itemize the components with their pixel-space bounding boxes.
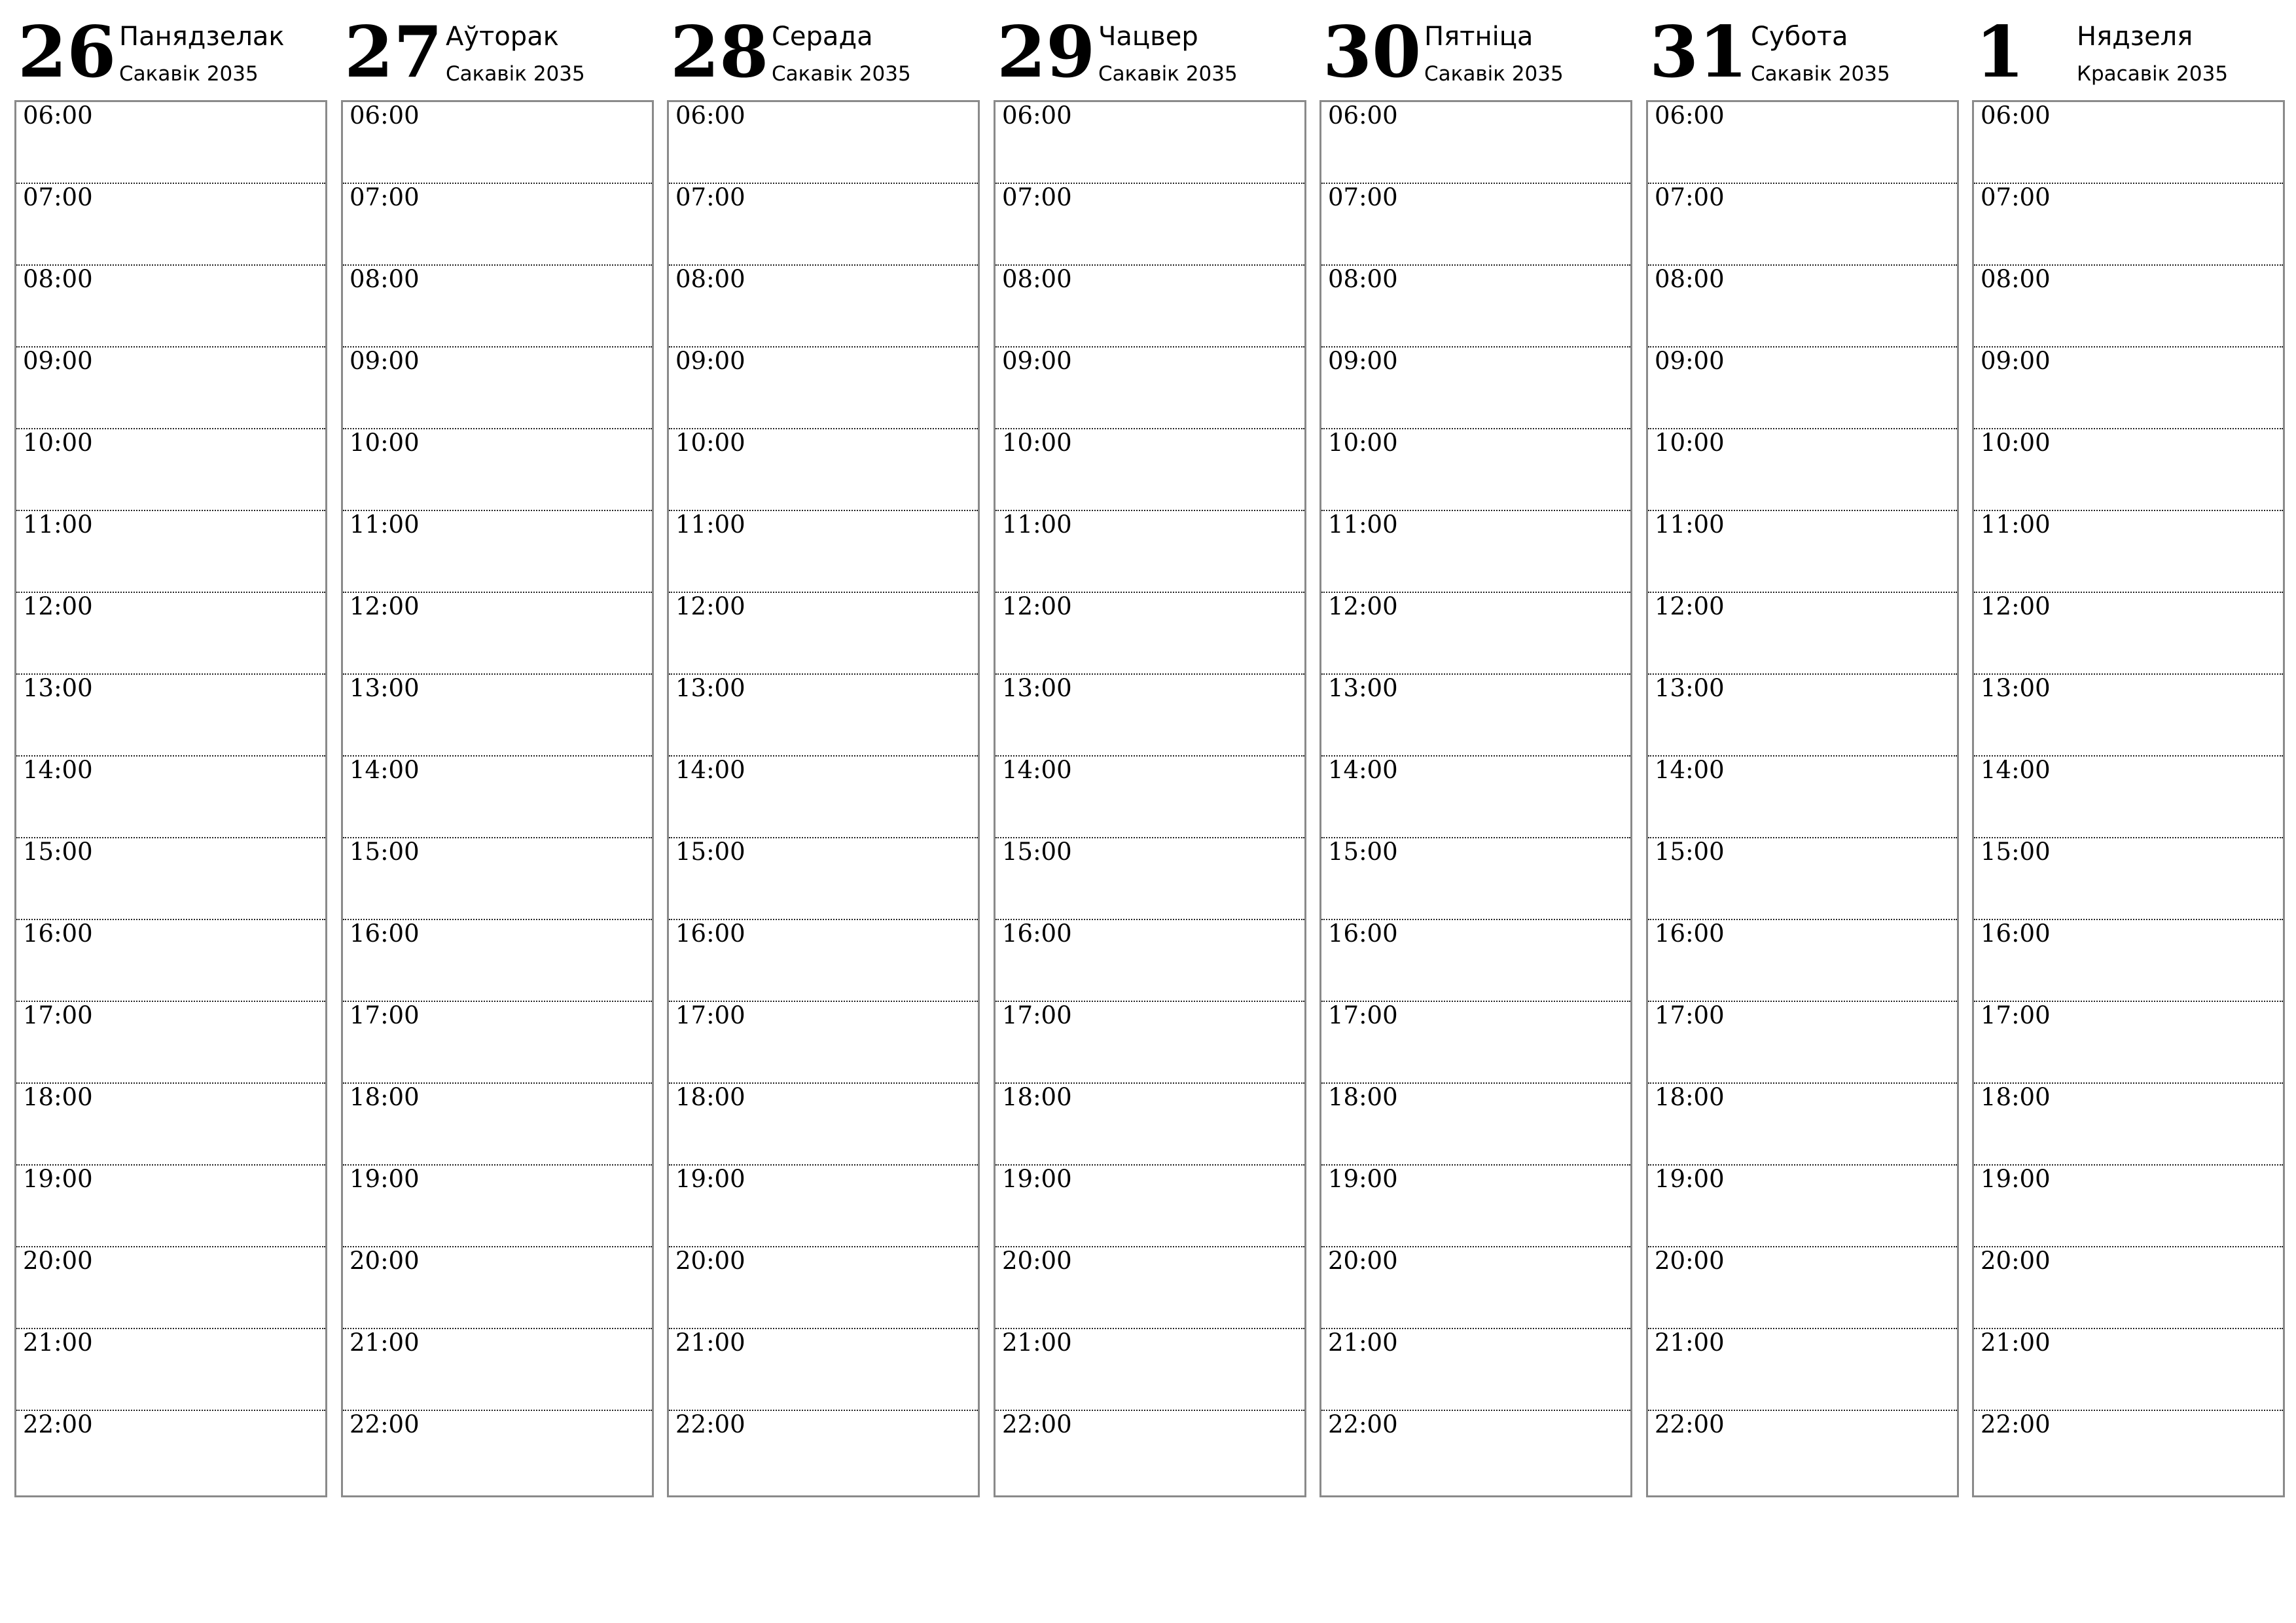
hour-slot[interactable]: [669, 184, 978, 266]
hour-label: 14:00: [1328, 756, 1398, 784]
hour-label: 07:00: [675, 183, 745, 211]
hour-label: 22:00: [1328, 1410, 1398, 1438]
hour-slot[interactable]: [669, 429, 978, 511]
hour-label: 14:00: [675, 756, 745, 784]
hour-slot[interactable]: [669, 593, 978, 675]
hour-label: 21:00: [1328, 1329, 1398, 1357]
hour-label: 19:00: [1981, 1165, 2051, 1193]
hour-slot[interactable]: [343, 184, 652, 266]
hour-grid: [1646, 100, 1959, 1497]
hour-label: 09:00: [1981, 347, 2051, 375]
hour-slot[interactable]: [1974, 1247, 2283, 1329]
day-header: [1319, 0, 1632, 98]
hour-slot[interactable]: [1321, 1002, 1630, 1084]
hour-slot[interactable]: [343, 511, 652, 593]
hour-slot[interactable]: [1648, 675, 1957, 757]
hour-slot[interactable]: [1321, 675, 1630, 757]
hour-slot[interactable]: [669, 1329, 978, 1411]
hour-slot[interactable]: [16, 266, 325, 348]
hour-slot[interactable]: [16, 1247, 325, 1329]
hour-label: 17:00: [1002, 1001, 1072, 1029]
hour-label: 17:00: [1981, 1001, 2051, 1029]
hour-label: 17:00: [1655, 1001, 1725, 1029]
hour-label: 18:00: [1981, 1083, 2051, 1111]
hour-label: 19:00: [23, 1165, 93, 1193]
hour-slot[interactable]: [996, 757, 1304, 838]
day-number: 29: [997, 11, 1096, 94]
month-year: Сакавік 2035: [772, 62, 911, 86]
hour-label: 11:00: [1328, 510, 1398, 539]
hour-slot[interactable]: [1321, 1411, 1630, 1493]
day-header: [667, 0, 980, 98]
hour-label: 11:00: [675, 510, 745, 539]
hour-label: 09:00: [23, 347, 93, 375]
hour-slot[interactable]: [669, 1411, 978, 1493]
hour-label: 09:00: [675, 347, 745, 375]
hour-slot[interactable]: [343, 1329, 652, 1411]
hour-label: 06:00: [23, 101, 93, 130]
weekday-name: Чацвер: [1098, 22, 1198, 52]
hour-slot[interactable]: [996, 920, 1304, 1002]
day-number: 31: [1649, 11, 1748, 94]
hour-slot[interactable]: [343, 1002, 652, 1084]
hour-slot[interactable]: [1648, 920, 1957, 1002]
hour-slot[interactable]: [996, 348, 1304, 429]
weekday-name: Аўторак: [446, 22, 559, 52]
hour-slot[interactable]: [1321, 838, 1630, 920]
hour-label: 12:00: [350, 592, 420, 620]
hour-slot[interactable]: [16, 429, 325, 511]
day-header: [994, 0, 1306, 98]
day-header: [1646, 0, 1959, 98]
hour-label: 19:00: [1655, 1165, 1725, 1193]
day-column: [667, 0, 980, 1499]
hour-slot[interactable]: [16, 348, 325, 429]
month-year: Красавік 2035: [2077, 62, 2229, 86]
hour-label: 20:00: [675, 1247, 745, 1275]
hour-label: 12:00: [1002, 592, 1072, 620]
hour-label: 10:00: [1655, 429, 1725, 457]
hour-grid: [341, 100, 654, 1497]
hour-label: 19:00: [1328, 1165, 1398, 1193]
hour-slot[interactable]: [1321, 348, 1630, 429]
hour-slot[interactable]: [16, 675, 325, 757]
hour-label: 11:00: [23, 510, 93, 539]
hour-label: 21:00: [350, 1329, 420, 1357]
hour-label: 22:00: [675, 1410, 745, 1438]
hour-slot[interactable]: [1974, 348, 2283, 429]
hour-label: 10:00: [1981, 429, 2051, 457]
hour-label: 07:00: [1981, 183, 2051, 211]
hour-label: 10:00: [23, 429, 93, 457]
hour-slot[interactable]: [1974, 1084, 2283, 1166]
hour-slot[interactable]: [996, 1329, 1304, 1411]
hour-slot[interactable]: [1321, 1084, 1630, 1166]
hour-slot[interactable]: [1321, 1247, 1630, 1329]
hour-slot[interactable]: [16, 1329, 325, 1411]
hour-label: 20:00: [1328, 1247, 1398, 1275]
hour-slot[interactable]: [669, 920, 978, 1002]
hour-slot[interactable]: [669, 348, 978, 429]
hour-slot[interactable]: [1648, 102, 1957, 184]
hour-label: 10:00: [1328, 429, 1398, 457]
hour-label: 06:00: [1002, 101, 1072, 130]
hour-label: 13:00: [1655, 674, 1725, 702]
hour-slot[interactable]: [343, 838, 652, 920]
hour-label: 19:00: [1002, 1165, 1072, 1193]
hour-label: 20:00: [23, 1247, 93, 1275]
hour-slot[interactable]: [1648, 1166, 1957, 1247]
weekday-name: Серада: [772, 22, 873, 52]
hour-slot[interactable]: [1321, 1329, 1630, 1411]
hour-slot[interactable]: [343, 675, 652, 757]
hour-slot[interactable]: [16, 593, 325, 675]
hour-slot[interactable]: [1648, 511, 1957, 593]
weekday-name: Нядзеля: [2077, 22, 2193, 52]
hour-slot[interactable]: [996, 429, 1304, 511]
hour-slot[interactable]: [1974, 838, 2283, 920]
hour-slot[interactable]: [1648, 348, 1957, 429]
hour-label: 09:00: [1655, 347, 1725, 375]
hour-label: 17:00: [350, 1001, 420, 1029]
hour-slot[interactable]: [669, 1002, 978, 1084]
hour-slot[interactable]: [16, 1166, 325, 1247]
hour-label: 09:00: [1328, 347, 1398, 375]
day-header: [1972, 0, 2285, 98]
hour-slot[interactable]: [1974, 675, 2283, 757]
hour-label: 20:00: [1981, 1247, 2051, 1275]
hour-slot[interactable]: [1321, 1166, 1630, 1247]
hour-slot[interactable]: [16, 511, 325, 593]
hour-label: 20:00: [1655, 1247, 1725, 1275]
month-year: Сакавік 2035: [1424, 62, 1564, 86]
day-column: [1646, 0, 1959, 1499]
hour-label: 14:00: [1981, 756, 2051, 784]
hour-grid: [667, 100, 980, 1497]
hour-slot[interactable]: [996, 511, 1304, 593]
hour-label: 18:00: [1328, 1083, 1398, 1111]
hour-slot[interactable]: [669, 102, 978, 184]
hour-label: 21:00: [675, 1329, 745, 1357]
day-column: [1972, 0, 2285, 1499]
hour-label: 15:00: [1328, 838, 1398, 866]
hour-slot[interactable]: [669, 1247, 978, 1329]
day-number: 26: [18, 11, 117, 94]
hour-slot[interactable]: [669, 1084, 978, 1166]
hour-label: 15:00: [1981, 838, 2051, 866]
hour-slot[interactable]: [1321, 757, 1630, 838]
hour-label: 18:00: [23, 1083, 93, 1111]
hour-label: 07:00: [23, 183, 93, 211]
hour-slot[interactable]: [16, 1084, 325, 1166]
hour-label: 10:00: [1002, 429, 1072, 457]
hour-label: 11:00: [1655, 510, 1725, 539]
hour-label: 16:00: [23, 919, 93, 948]
hour-slot[interactable]: [1974, 920, 2283, 1002]
hour-label: 12:00: [1655, 592, 1725, 620]
hour-slot[interactable]: [1648, 266, 1957, 348]
day-number: 28: [670, 11, 769, 94]
hour-slot[interactable]: [343, 266, 652, 348]
hour-label: 15:00: [23, 838, 93, 866]
hour-label: 08:00: [23, 265, 93, 293]
hour-label: 20:00: [1002, 1247, 1072, 1275]
hour-label: 13:00: [1002, 674, 1072, 702]
hour-label: 12:00: [1981, 592, 2051, 620]
hour-label: 16:00: [1328, 919, 1398, 948]
hour-slot[interactable]: [669, 266, 978, 348]
hour-slot[interactable]: [1974, 1002, 2283, 1084]
weekday-name: Панядзелак: [119, 22, 285, 52]
hour-slot[interactable]: [1648, 429, 1957, 511]
hour-label: 18:00: [675, 1083, 745, 1111]
hour-slot[interactable]: [343, 1084, 652, 1166]
hour-slot[interactable]: [343, 757, 652, 838]
hour-slot[interactable]: [343, 593, 652, 675]
hour-grid: [1972, 100, 2285, 1497]
hour-slot[interactable]: [669, 1166, 978, 1247]
hour-label: 11:00: [1002, 510, 1072, 539]
hour-label: 07:00: [1655, 183, 1725, 211]
hour-slot[interactable]: [343, 920, 652, 1002]
hour-label: 22:00: [1655, 1410, 1725, 1438]
hour-slot[interactable]: [996, 102, 1304, 184]
hour-label: 22:00: [1981, 1410, 2051, 1438]
hour-label: 08:00: [1002, 265, 1072, 293]
hour-label: 22:00: [23, 1410, 93, 1438]
hour-slot[interactable]: [1974, 429, 2283, 511]
hour-slot[interactable]: [1648, 1247, 1957, 1329]
hour-label: 21:00: [23, 1329, 93, 1357]
hour-label: 12:00: [1328, 592, 1398, 620]
hour-grid: [994, 100, 1306, 1497]
hour-slot[interactable]: [1321, 920, 1630, 1002]
day-column: [994, 0, 1306, 1499]
hour-slot[interactable]: [1648, 1002, 1957, 1084]
day-number: 30: [1323, 11, 1422, 94]
hour-label: 09:00: [1002, 347, 1072, 375]
hour-label: 11:00: [350, 510, 420, 539]
hour-label: 21:00: [1981, 1329, 2051, 1357]
day-header: [341, 0, 654, 98]
hour-label: 13:00: [1328, 674, 1398, 702]
hour-slot[interactable]: [1974, 266, 2283, 348]
hour-label: 17:00: [675, 1001, 745, 1029]
hour-label: 06:00: [1981, 101, 2051, 130]
day-number: 27: [344, 11, 443, 94]
hour-slot[interactable]: [1974, 511, 2283, 593]
hour-label: 09:00: [350, 347, 420, 375]
hour-slot[interactable]: [996, 266, 1304, 348]
hour-label: 07:00: [1002, 183, 1072, 211]
hour-slot[interactable]: [996, 593, 1304, 675]
hour-label: 20:00: [350, 1247, 420, 1275]
hour-label: 17:00: [1328, 1001, 1398, 1029]
hour-slot[interactable]: [1974, 1329, 2283, 1411]
hour-label: 16:00: [1002, 919, 1072, 948]
hour-slot[interactable]: [1648, 184, 1957, 266]
hour-label: 15:00: [1002, 838, 1072, 866]
hour-label: 21:00: [1655, 1329, 1725, 1357]
hour-slot[interactable]: [1648, 1329, 1957, 1411]
hour-slot[interactable]: [16, 838, 325, 920]
day-column: [341, 0, 654, 1499]
hour-slot[interactable]: [1648, 1411, 1957, 1493]
hour-label: 13:00: [350, 674, 420, 702]
hour-label: 18:00: [350, 1083, 420, 1111]
hour-slot[interactable]: [996, 1247, 1304, 1329]
month-year: Сакавік 2035: [1751, 62, 1890, 86]
day-column: [14, 0, 327, 1499]
hour-label: 15:00: [1655, 838, 1725, 866]
hour-slot[interactable]: [1648, 593, 1957, 675]
hour-slot[interactable]: [1974, 593, 2283, 675]
hour-slot[interactable]: [996, 1411, 1304, 1493]
hour-label: 14:00: [1002, 756, 1072, 784]
hour-slot[interactable]: [16, 1002, 325, 1084]
hour-slot[interactable]: [996, 675, 1304, 757]
hour-slot[interactable]: [1974, 757, 2283, 838]
month-year: Сакавік 2035: [446, 62, 585, 86]
hour-label: 07:00: [1328, 183, 1398, 211]
hour-label: 21:00: [1002, 1329, 1072, 1357]
day-number: 1: [1975, 11, 2025, 94]
hour-label: 22:00: [350, 1410, 420, 1438]
hour-slot[interactable]: [1974, 184, 2283, 266]
hour-slot[interactable]: [1648, 757, 1957, 838]
hour-slot[interactable]: [1974, 1166, 2283, 1247]
hour-slot[interactable]: [669, 675, 978, 757]
hour-slot[interactable]: [16, 920, 325, 1002]
hour-slot[interactable]: [1321, 429, 1630, 511]
hour-slot[interactable]: [16, 184, 325, 266]
hour-label: 15:00: [350, 838, 420, 866]
hour-label: 13:00: [1981, 674, 2051, 702]
hour-slot[interactable]: [343, 102, 652, 184]
hour-label: 12:00: [23, 592, 93, 620]
hour-slot[interactable]: [16, 757, 325, 838]
hour-label: 15:00: [675, 838, 745, 866]
hour-label: 16:00: [1981, 919, 2051, 948]
weekday-name: Пятніца: [1424, 22, 1534, 52]
hour-slot[interactable]: [669, 757, 978, 838]
hour-label: 17:00: [23, 1001, 93, 1029]
hour-slot[interactable]: [669, 838, 978, 920]
hour-label: 16:00: [675, 919, 745, 948]
hour-slot[interactable]: [343, 348, 652, 429]
hour-label: 10:00: [675, 429, 745, 457]
hour-label: 06:00: [1655, 101, 1725, 130]
hour-grid: [1319, 100, 1632, 1497]
hour-slot[interactable]: [996, 838, 1304, 920]
hour-label: 18:00: [1002, 1083, 1072, 1111]
weekday-name: Субота: [1751, 22, 1848, 52]
hour-label: 22:00: [1002, 1410, 1072, 1438]
hour-label: 11:00: [1981, 510, 2051, 539]
hour-slot[interactable]: [343, 1247, 652, 1329]
hour-label: 06:00: [350, 101, 420, 130]
hour-slot[interactable]: [996, 1084, 1304, 1166]
hour-label: 19:00: [675, 1165, 745, 1193]
month-year: Сакавік 2035: [119, 62, 259, 86]
hour-label: 06:00: [675, 101, 745, 130]
hour-slot[interactable]: [669, 511, 978, 593]
hour-slot[interactable]: [1321, 184, 1630, 266]
hour-label: 08:00: [675, 265, 745, 293]
hour-label: 19:00: [350, 1165, 420, 1193]
hour-slot[interactable]: [1974, 102, 2283, 184]
hour-label: 14:00: [350, 756, 420, 784]
hour-slot[interactable]: [1648, 1084, 1957, 1166]
hour-slot[interactable]: [343, 1166, 652, 1247]
hour-label: 16:00: [1655, 919, 1725, 948]
hour-label: 08:00: [1655, 265, 1725, 293]
hour-label: 16:00: [350, 919, 420, 948]
hour-slot[interactable]: [996, 184, 1304, 266]
hour-slot[interactable]: [1321, 102, 1630, 184]
hour-slot[interactable]: [996, 1002, 1304, 1084]
hour-label: 14:00: [1655, 756, 1725, 784]
hour-label: 13:00: [675, 674, 745, 702]
hour-label: 12:00: [675, 592, 745, 620]
hour-label: 13:00: [23, 674, 93, 702]
hour-slot[interactable]: [1974, 1411, 2283, 1493]
day-header: [14, 0, 327, 98]
hour-slot[interactable]: [343, 1411, 652, 1493]
hour-label: 18:00: [1655, 1083, 1725, 1111]
month-year: Сакавік 2035: [1098, 62, 1238, 86]
hour-slot[interactable]: [1321, 511, 1630, 593]
day-column: [1319, 0, 1632, 1499]
hour-label: 14:00: [23, 756, 93, 784]
hour-label: 08:00: [1981, 265, 2051, 293]
hour-label: 10:00: [350, 429, 420, 457]
hour-slot[interactable]: [1648, 838, 1957, 920]
hour-label: 08:00: [1328, 265, 1398, 293]
hour-slot[interactable]: [1321, 593, 1630, 675]
hour-label: 07:00: [350, 183, 420, 211]
hour-slot[interactable]: [1321, 266, 1630, 348]
hour-slot[interactable]: [996, 1166, 1304, 1247]
hour-slot[interactable]: [16, 102, 325, 184]
hour-grid: [14, 100, 327, 1497]
hour-slot[interactable]: [16, 1411, 325, 1493]
hour-label: 08:00: [350, 265, 420, 293]
hour-slot[interactable]: [343, 429, 652, 511]
hour-label: 06:00: [1328, 101, 1398, 130]
